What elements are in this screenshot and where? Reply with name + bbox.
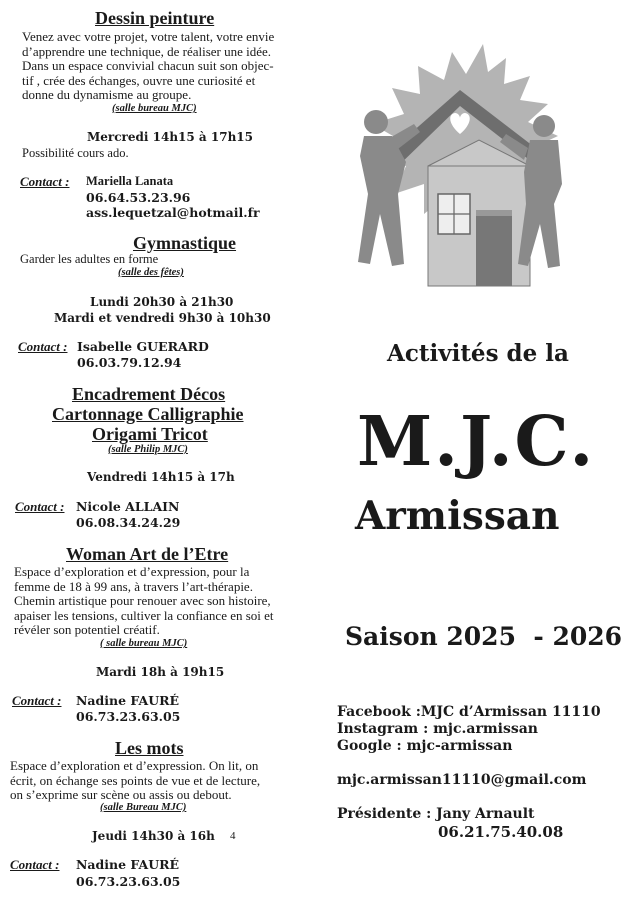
door-shape: [476, 210, 512, 286]
desc-line: écrit, on échange ses points de vue et de lecture,: [10, 772, 261, 788]
section-title: Woman Art de l’Etre: [66, 544, 229, 564]
room-label: ( salle bureau MJC): [100, 638, 188, 649]
section-description: [10, 759, 312, 803]
schedule: Mardi 18h à 19h15: [96, 665, 225, 679]
facebook-info: Facebook :MJC d’Armissan 11110: [337, 704, 601, 720]
contact-phone: 06.73.23.63.05: [76, 874, 181, 889]
contact-label: Contact :: [18, 339, 68, 354]
section-title: Gymnastique: [133, 233, 237, 253]
president-name: Présidente : Jany Arnault: [337, 806, 535, 822]
schedule: Mardi et vendredi 9h30 à 10h30: [54, 311, 271, 325]
mjc-house-logo: [348, 44, 566, 292]
section-description: [14, 565, 312, 638]
section-title: Les mots: [115, 738, 184, 758]
contact-name: Mariella Lanata: [86, 174, 174, 188]
schedule: Lundi 20h30 à 21h30: [90, 295, 234, 309]
contact-name: Nadine FAURÉ: [76, 857, 180, 872]
section-title: Dessin peinture: [95, 8, 215, 28]
subtitle: Activités de la: [387, 340, 569, 367]
contact-label: Contact :: [12, 693, 62, 708]
desc-line: révéler son potentiel créatif.: [14, 622, 160, 637]
desc-line: apaiser les tensions, cultiver la confiance en soi et: [14, 607, 274, 623]
desc-line: Espace d’exploration et d’expression. On lit, on: [10, 758, 259, 773]
desc-line: tif , crée des échanges, ouvre une curiosité et: [22, 72, 256, 88]
schedule: Vendredi 14h15 à 17h: [87, 470, 235, 484]
schedule: Jeudi 14h30 à 16h: [92, 829, 215, 843]
desc-line: d’apprendre une technique, de réaliser une idée.: [22, 43, 272, 59]
google-info: Google : mjc-armissan: [337, 738, 513, 754]
room-label: (salle bureau MJC): [112, 103, 197, 114]
contact-label: Contact :: [20, 174, 70, 189]
contact-phone: 06.08.34.24.29: [76, 515, 181, 530]
season-label: Saison 2025 - 2026: [345, 622, 623, 651]
desc-line: Venez avec votre projet, votre talent, votre envie: [22, 29, 275, 44]
email-info: mjc.armissan11110@gmail.com: [337, 772, 587, 788]
contact-phone: 06.03.79.12.94: [77, 355, 182, 370]
president-phone: 06.21.75.40.08: [438, 823, 564, 841]
desc-line: Chemin artistique pour renouer avec son histoire,: [14, 593, 271, 608]
section-description: [22, 30, 312, 103]
page-title: M.J.C.: [357, 402, 596, 482]
section-description: Garder les adultes en forme: [20, 252, 159, 266]
desc-line: donne du dynamisme au groupe.: [22, 87, 192, 102]
contact-phone: 06.73.23.63.05: [76, 709, 181, 724]
contact-name: Nicole ALLAIN: [76, 499, 180, 514]
contact-phone: 06.64.53.23.96: [86, 190, 191, 205]
schedule: Mercredi 14h15 à 17h15: [87, 130, 254, 144]
room-label: (salle des fêtes): [118, 267, 184, 278]
town-name: Armissan: [355, 493, 560, 539]
section-title: Encadrement Décos: [72, 384, 226, 404]
page-number: 4: [230, 830, 236, 842]
room-label: (salle Bureau MJC): [100, 802, 187, 813]
desc-line: Dans un espace convivial chacun suit son objec-: [22, 58, 274, 73]
desc-line: on s’exprime sur scène ou assis ou debout.: [10, 787, 232, 802]
section-title: Origami Tricot: [92, 424, 208, 444]
desc-line: femme de 18 à 99 ans, à travers l’art-thérapie.: [14, 578, 253, 594]
room-label: (salle Philip MJC): [108, 444, 188, 455]
note: Possibilité cours ado.: [22, 146, 129, 160]
contact-label: Contact :: [15, 499, 65, 514]
section-title: Cartonnage Calligraphie: [52, 404, 244, 424]
contact-label: Contact :: [10, 857, 60, 872]
instagram-info: Instagram : mjc.armissan: [337, 721, 538, 737]
contact-email: ass.lequetzal@hotmail.fr: [86, 205, 260, 220]
desc-line: Espace d’exploration et d’expression, pour la: [14, 564, 250, 579]
contact-name: Nadine FAURÉ: [76, 693, 180, 708]
contact-name: Isabelle GUERARD: [77, 339, 209, 354]
